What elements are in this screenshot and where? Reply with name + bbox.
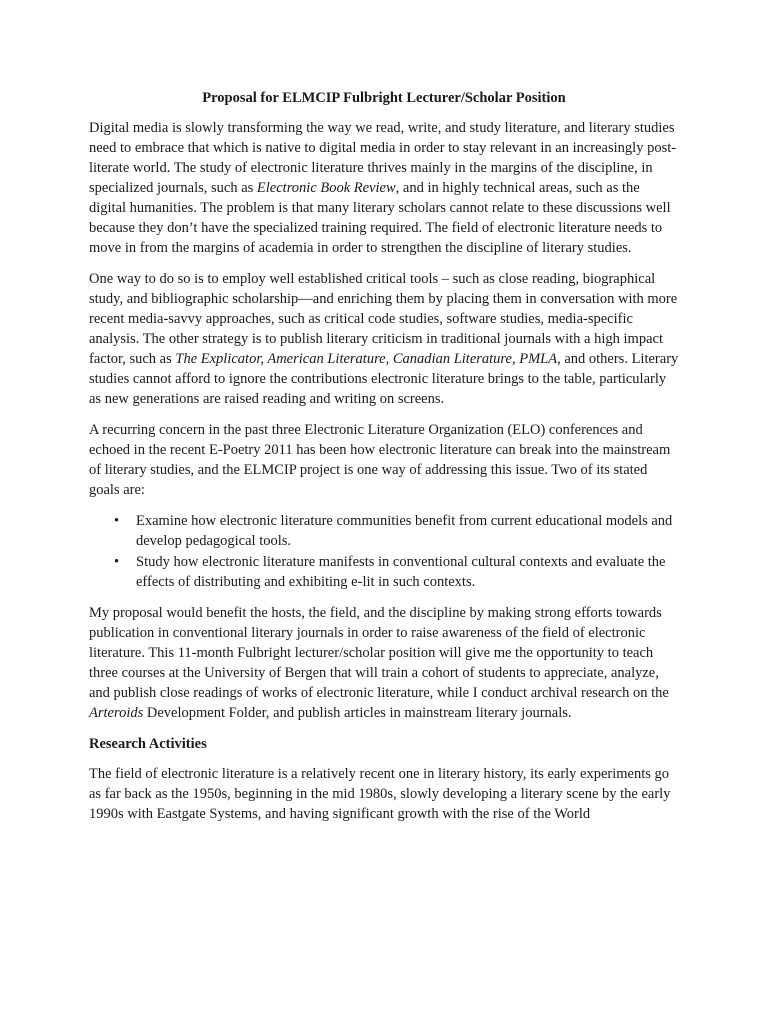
paragraph-approach-text-b: and others. Literary studies cannot afford to ignore the contributions electronic literature brings to the table, particularly as new generations are raised reading and writing on screens.: [89, 351, 679, 407]
paragraph-proposal: [89, 603, 679, 723]
paragraph-proposal-text-a: My proposal would benefit the hosts, the field, and the discipline by making strong efforts towards publication in conventional literary journals in order to raise awareness of the field of electronic literature. This 11-month Fulbright lecturer/scholar position will give me the opportunity to teach three courses at the University of Bergen that will train a cohort of students to appreciate, analyze, and publish close readings of works of electronic literature, while I conduct archival research on the: [89, 605, 669, 701]
goal-item-2: • Study how electronic literature manifests in conventional cultural contexts and evaluate the effects of distributing and exhibiting e-lit in such contexts.: [136, 552, 679, 592]
document-title: Proposal for ELMCIP Fulbright Lecturer/Scholar Position: [202, 90, 566, 106]
paragraph-research: The field of electronic literature is a relatively recent one in literary history, its early experiments go as far back as the 1950s, beginning in the mid 1980s, slowly developing a literary scene by the early 1990s with Eastgate Systems, and having significant growth with the rise of the World: [89, 766, 671, 822]
paragraph-approach: [89, 269, 679, 409]
paragraph-intro-text-a: Digital media is slowly transforming the way we read, write, and study literature, and literary studies need to embrace that which is native to digital media in order to stay relevant in an increasingly post-literate world. The study of electronic literature thrives mainly in the margins of the discipline, in specialized journals, such as: [89, 120, 677, 196]
paragraph-intro-italic: Electronic Book Review: [256, 180, 396, 196]
section-heading-research: Research Activities: [89, 736, 207, 752]
paragraph-intro: [89, 118, 679, 258]
paragraph-proposal-italic: Arteroids: [89, 705, 144, 721]
goals-list: [89, 511, 679, 592]
paragraph-concern: A recurring concern in the past three Electronic Literature Organization (ELO) conferences and echoed in the recent E-Poetry 2011 has been how electronic literature can break into the mainstream of literary studies, and the ELMCIP project is one way of addressing this issue. Two of its stated goals are:: [89, 422, 671, 498]
goal-item-1: • Examine how electronic literature communities benefit from current educational models and develop pedagogical tools.: [136, 511, 679, 551]
paragraph-approach-italic: The Explicator, American Literature, Canadian Literature, PMLA,: [175, 351, 561, 367]
paragraph-intro-text-b: , and in highly technical areas, such as the digital humanities. The problem is that many literary scholars cannot relate to these discussions well because they don’t have the specialized training required. The field of electronic literature needs to move in from the margins of academia in order to strengthen the discipline of literary studies.: [89, 180, 671, 256]
paragraph-approach-text-a: One way to do so is to employ well established critical tools – such as close reading, biographical study, and bibliographic scholarship—and enriching them by placing them in conversation with more recent media-savvy approaches, such as critical code studies, software studies, media-specific analysis. The other strategy is to publish literary criticism in traditional journals with a high impact factor, such as: [89, 271, 678, 367]
paragraph-proposal-text-b: Development Folder, and publish articles in mainstream literary journals.: [143, 705, 572, 721]
